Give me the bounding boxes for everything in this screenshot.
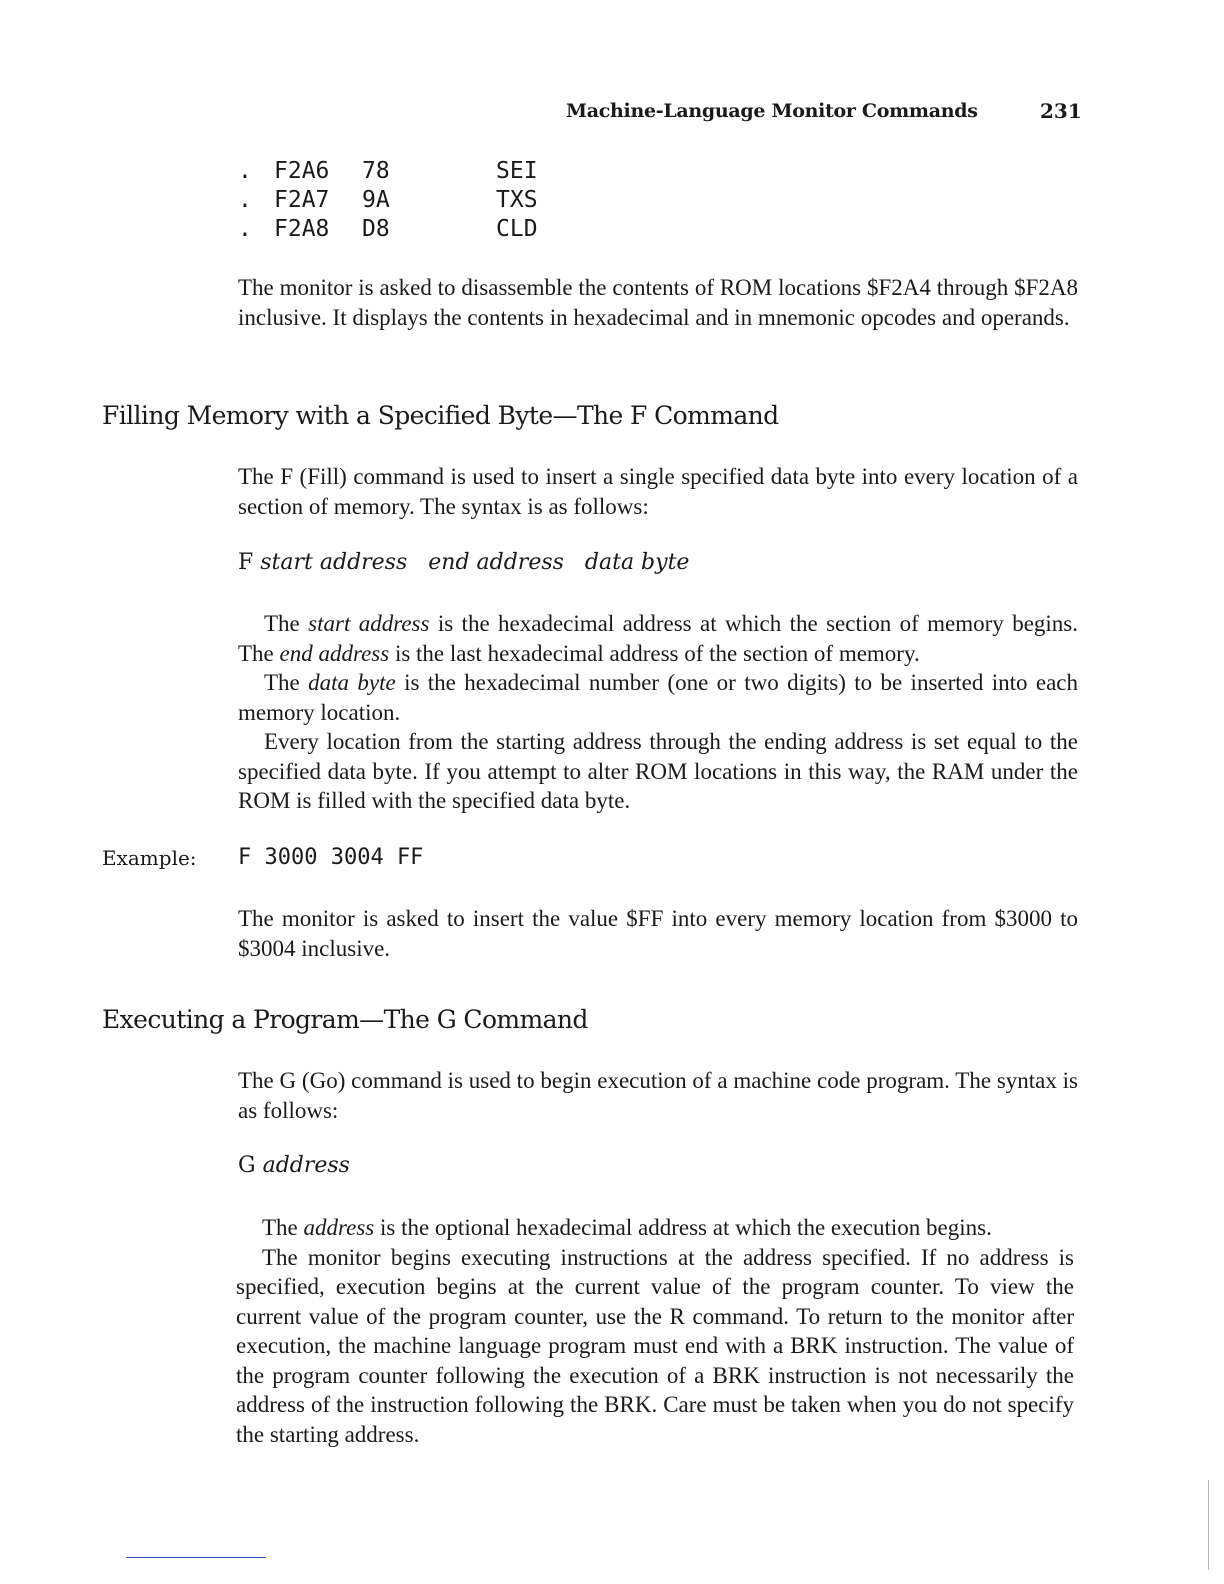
text-run: The	[264, 611, 309, 636]
disassemble-note	[238, 273, 1078, 332]
fill-syntax-end-address: end address	[428, 550, 564, 575]
go-syntax	[238, 1153, 350, 1178]
term-start-address: start address	[308, 611, 430, 636]
footer-rule	[126, 1557, 266, 1558]
go-description	[236, 1213, 1074, 1449]
listing-byte: D8	[362, 216, 390, 242]
text-run: is the last hexadecimal address of the section of memory.	[389, 640, 920, 666]
fill-section-heading: Filling Memory with a Specified Byte—The F Command	[102, 401, 779, 430]
go-section-heading: Executing a Program—The G Command	[102, 1005, 588, 1034]
go-paragraph-execution: The monitor begins executing instructions at the address specified. If no address is specified, execution begins at the current value of the program counter. To view the current value of the program counter, use the R command. To return to the monitor after execution, the machine language program must end with a BRK instruction. The value of the program counter following the execution of a BRK instruction is not necessarily the address of the instruction following the BRK. Care must be taken when you do not specify the starting address.	[236, 1244, 1074, 1447]
listing-mnemonic: SEI	[496, 158, 538, 184]
fill-syntax-data-byte: data byte	[584, 550, 690, 575]
text-run: is the optional hexadecimal address at which the execution begins.	[374, 1215, 992, 1240]
text-run: The	[262, 1215, 304, 1240]
example-label: Example:	[102, 846, 197, 870]
text-run: is the hexadecimal address at which the section of memory begins. The	[238, 611, 1078, 666]
listing-dot: .	[238, 158, 252, 184]
example-code: F 3000 3004 FF	[238, 845, 424, 870]
fill-intro-text: The F (Fill) command is used to insert a single specified data byte into every location of a section of memory. The syntax is as follows:	[238, 464, 1078, 519]
listing-mnemonic: CLD	[496, 216, 538, 242]
fill-paragraph-data-byte	[238, 668, 1078, 727]
listing-byte: 9A	[362, 187, 390, 213]
running-header-title: Machine-Language Monitor Commands	[566, 100, 978, 122]
term-address: address	[303, 1215, 375, 1240]
listing-dot: .	[238, 187, 252, 213]
text-run: is the hexadecimal number (one or two digits) to be inserted into each memory location.	[238, 670, 1078, 725]
go-intro	[238, 1066, 1078, 1125]
fill-syntax-command: F	[238, 550, 254, 575]
listing-row	[238, 187, 538, 215]
text-run: The	[264, 670, 309, 695]
listing-row	[238, 216, 538, 244]
example-note-text: The monitor is asked to insert the value $FF into every memory location from $3000 to $3004 inclusive.	[238, 906, 1078, 961]
listing-mnemonic: TXS	[496, 187, 538, 213]
page-number: 231	[1040, 99, 1082, 123]
example-note	[238, 904, 1078, 963]
fill-description	[238, 609, 1078, 816]
go-syntax-command: G	[238, 1153, 256, 1178]
fill-paragraph-behavior: Every location from the starting address through the ending address is set equal to the specified data byte. If you attempt to alter ROM locations in this way, the RAM under the ROM is filled with the specified data byte.	[238, 729, 1078, 813]
fill-syntax-start-address: start address	[260, 550, 408, 575]
fill-syntax	[238, 550, 689, 575]
page-edge-line	[1208, 1480, 1209, 1570]
listing-dot: .	[238, 216, 252, 242]
listing-address: F2A7	[274, 187, 330, 213]
listing-address: F2A8	[274, 216, 330, 242]
disassemble-note-text: The monitor is asked to disassemble the contents of ROM locations $F2A4 through $F2A8 inclusive. It displays the contents in hexadecimal and in mnemonic opcodes and operands.	[238, 275, 1078, 330]
listing-address: F2A6	[274, 158, 330, 184]
listing-byte: 78	[362, 158, 390, 184]
go-syntax-address: address	[262, 1153, 350, 1178]
listing-row	[238, 158, 538, 186]
term-end-address: end address	[279, 640, 390, 666]
term-data-byte: data byte	[308, 670, 396, 695]
go-paragraph-address	[236, 1213, 1074, 1243]
go-intro-text: The G (Go) command is used to begin execution of a machine code program. The syntax is as follows:	[238, 1068, 1078, 1123]
fill-intro	[238, 462, 1078, 521]
fill-paragraph-addresses	[238, 609, 1078, 668]
